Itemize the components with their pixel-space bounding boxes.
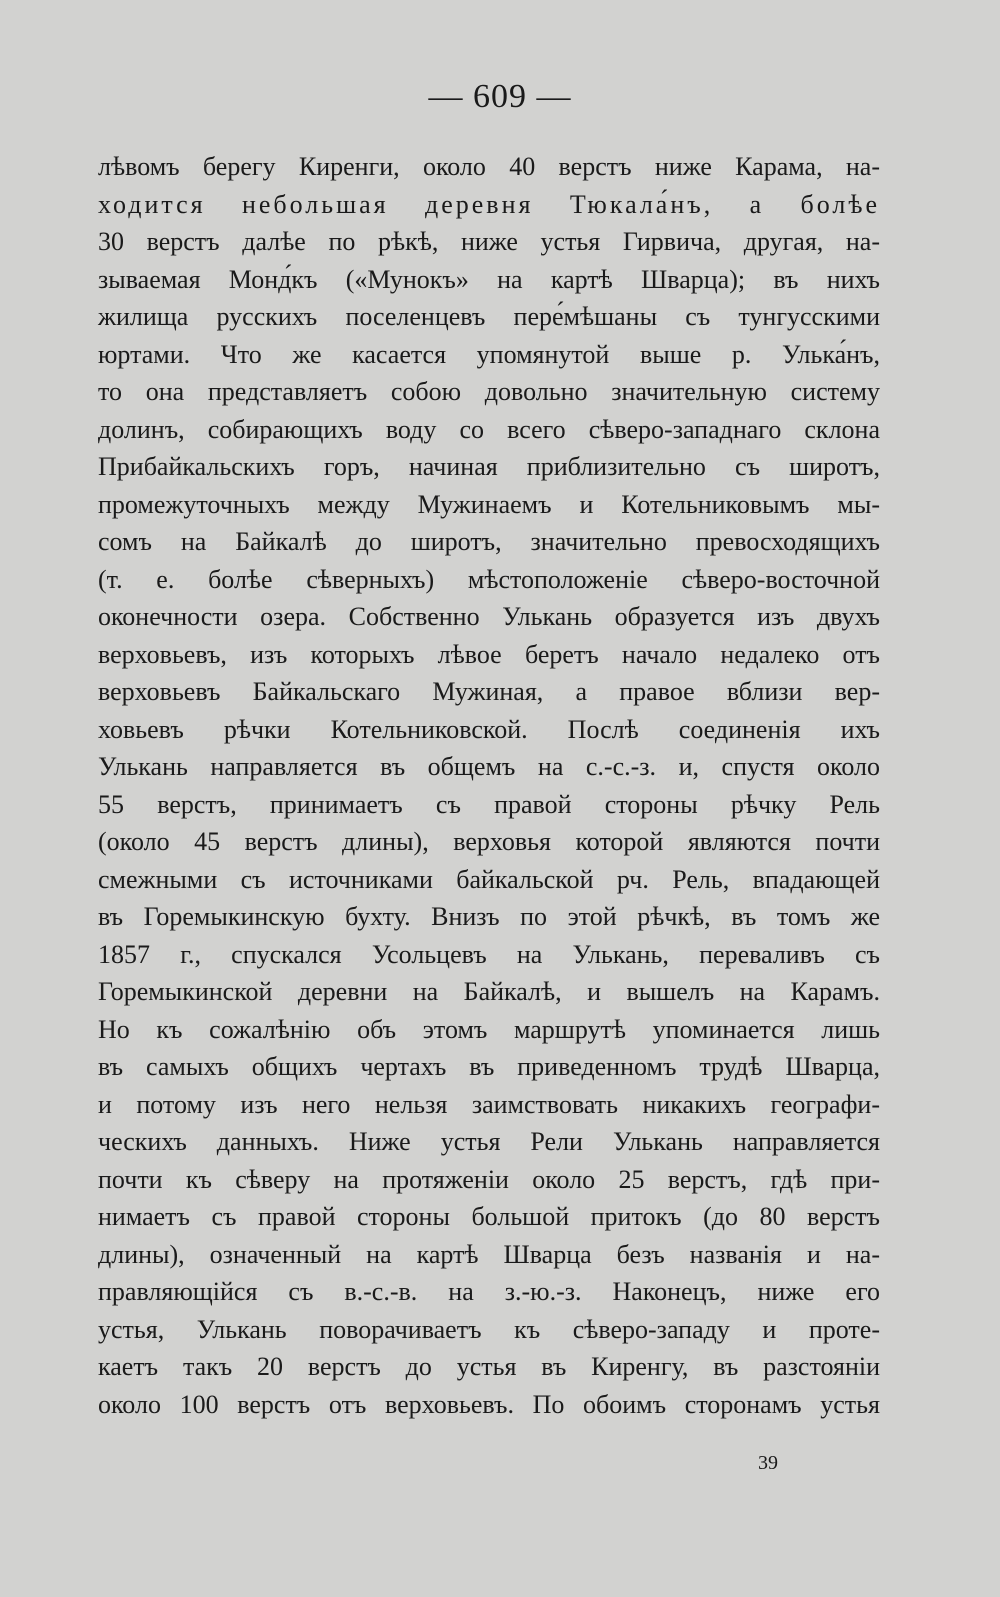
text-line: правляющійся съ в.-с.-в. на з.-ю.-з. Наконецъ, ниже его <box>98 1277 880 1306</box>
text-line: ховьевъ рѣчки Котельниковской. Послѣ соединенія ихъ <box>98 714 880 744</box>
text-line: нимаетъ съ правой стороны большой притокъ (до 80 верстъ <box>98 1202 880 1231</box>
text-line: промежуточныхъ между Мужинаемъ и Котельниковымъ мы- <box>98 489 880 519</box>
text-line: смежными съ источниками байкальской рч. Рель, впадающей <box>98 864 880 894</box>
printer-signature-mark: 39 <box>758 1452 778 1474</box>
text-line: верховьевъ, изъ которыхъ лѣвое беретъ начало недалеко отъ <box>98 639 880 669</box>
text-line: въ самыхъ общихъ чертахъ въ приведенномъ трудѣ Шварца, <box>98 1052 880 1081</box>
text-line: (около 45 верстъ длины), верховья которой являются почти <box>98 827 880 856</box>
text-line: долинъ, собирающихъ воду со всего сѣверо-западнаго склона <box>98 414 880 444</box>
text-line: зываемая Монд́къ («Мунокъ» на картѣ Шварца); въ нихъ <box>98 264 880 294</box>
text-line: около 100 верстъ отъ верховьевъ. По обоимъ сторонамъ устья <box>98 1389 880 1419</box>
text-line: (т. е. болѣе сѣверныхъ) мѣстоположеніе сѣверо-восточной <box>98 564 880 594</box>
text-line: Улькань направляется въ общемъ на с.-с.-з. и, спустя около <box>98 752 880 781</box>
text-line: почти къ сѣверу на протяженіи около 25 верстъ, гдѣ при- <box>98 1164 880 1194</box>
text-line: жилища русскихъ поселенцевъ пере́мѣшаны съ тунгусскими <box>98 302 880 331</box>
text-line: устья, Улькань поворачиваетъ къ сѣверо-западу и протe- <box>98 1314 880 1344</box>
body-text <box>98 148 880 1423</box>
text-line: Но къ сожалѣнію объ этомъ маршрутѣ упоминается лишь <box>98 1014 880 1044</box>
text-line: и потому изъ него нельзя заимствовать никакихъ географи- <box>98 1089 880 1119</box>
text-line: сомъ на Байкалѣ до широтъ, значительно превосходящихъ <box>98 527 880 556</box>
text-line: лѣвомъ берегу Киренги, около 40 верстъ ниже Карама, на- <box>98 152 880 181</box>
text-line: въ Горемыкинскую бухту. Внизъ по этой рѣчкѣ, въ томъ же <box>98 902 880 931</box>
text-line: ческихъ данныхъ. Ниже устья Рели Улькань направляется <box>98 1127 880 1156</box>
text-line: то она представляетъ собою довольно значительную систему <box>98 377 880 406</box>
text-line: юртами. Что же касается упомянутой выше р. Улька́нъ, <box>98 339 880 369</box>
text-line: оконечности озера. Собственно Улькань образуется изъ двухъ <box>98 602 880 631</box>
text-line: 55 верстъ, принимаетъ съ правой стороны рѣчку Рель <box>98 789 880 819</box>
page-number: — 609 — <box>428 78 572 115</box>
text-line: верховьевъ Байкальскаго Мужиная, а правое вблизи вер- <box>98 677 880 706</box>
text-line: Горемыкинской деревни на Байкалѣ, и вышелъ на Карамъ. <box>98 977 880 1006</box>
text-line: Прибайкальскихъ горъ, начиная приблизительно съ широтъ, <box>98 452 880 481</box>
text-line: 1857 г., спускался Усольцевъ на Улькань, переваливъ съ <box>98 939 880 969</box>
text-line: ходится небольшая деревня Тюкала́нъ, а болѣе <box>98 189 880 219</box>
text-line: длины), означенный на картѣ Шварца безъ названія и на- <box>98 1239 880 1269</box>
text-line: 30 верстъ далѣе по рѣкѣ, ниже устья Гирвича, другая, на- <box>98 227 880 256</box>
text-line: каетъ такъ 20 верстъ до устья въ Киренгу, въ разстояніи <box>98 1352 880 1381</box>
